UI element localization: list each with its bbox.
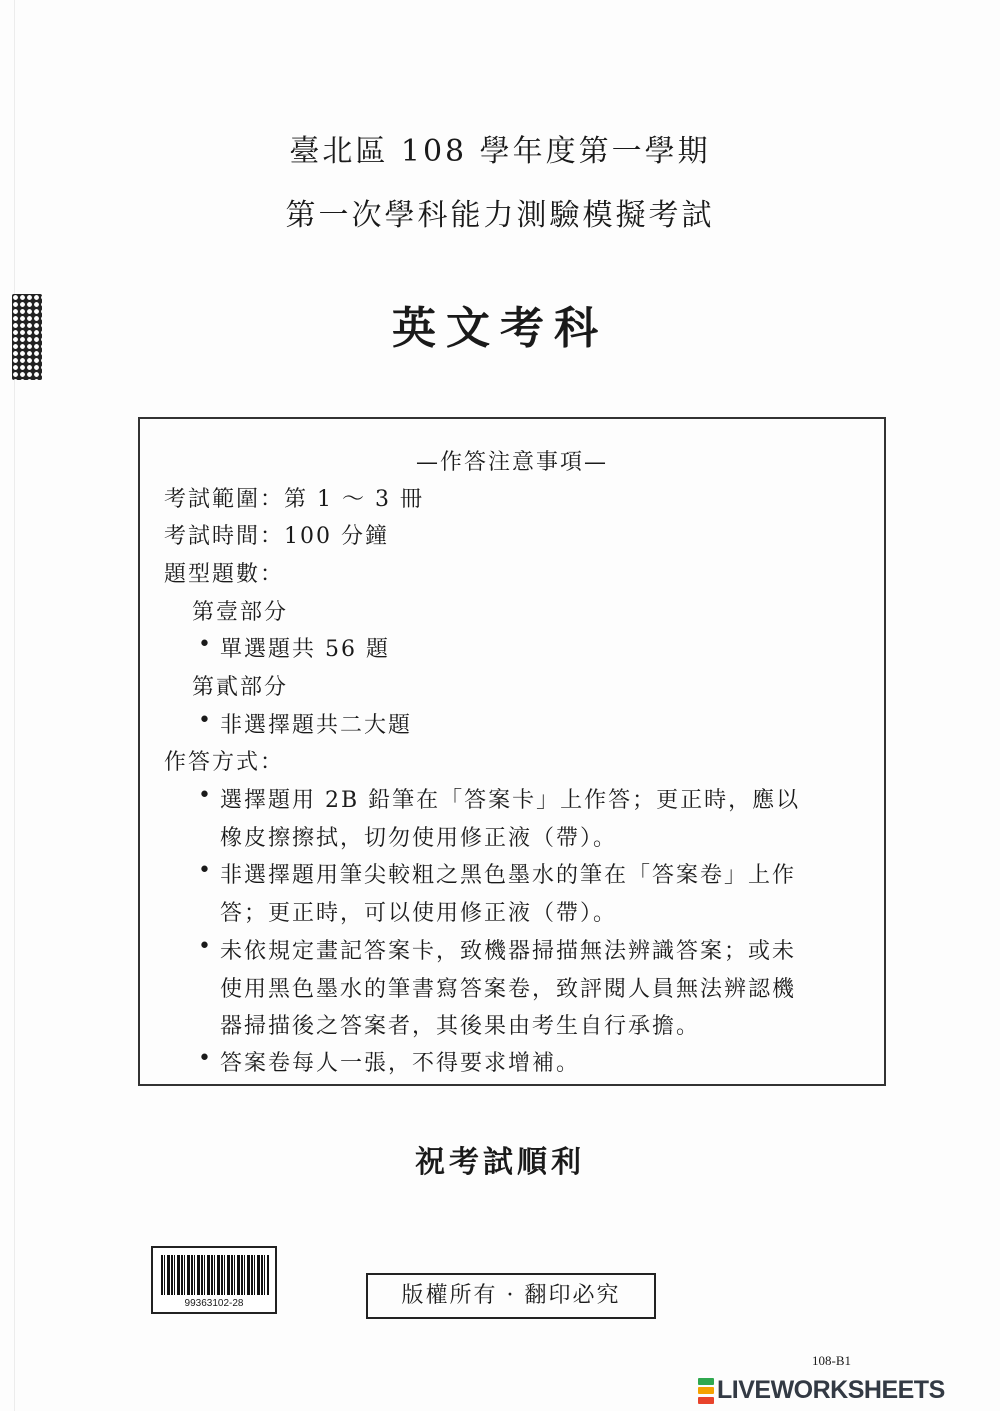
barcode — [151, 1246, 277, 1314]
notice-title: —作答注意事項— — [415, 450, 608, 475]
page-code: 108-B1 — [812, 1353, 851, 1368]
exam-title-line2: 第一次學科能力測驗模擬考試 — [285, 198, 715, 233]
rule-3-line-2: 使用黑色墨水的筆書寫答案卷，致評閱人員無法辨認機 — [220, 977, 797, 1002]
part-one-label: 第壹部分 — [192, 600, 289, 625]
liveworksheets-text: LIVEWORKSHEETS — [717, 1376, 945, 1404]
part-one-detail: • 單選題共 56 題 — [220, 632, 390, 663]
copyright-notice: 版權所有 · 翻印必究 — [366, 1273, 656, 1319]
rule-3-line-1: • 未依規定畫記答案卡，致機器掃描無法辨識答案；或未 — [220, 934, 796, 965]
part-two-label: 第貳部分 — [192, 675, 289, 700]
exam-time: 考試時間：100 分鐘 — [164, 524, 389, 549]
exam-scope: 考試範圍：第 1 ～ 3 冊 — [164, 487, 424, 512]
good-luck-message: 祝考試順利 — [415, 1145, 585, 1180]
question-types-label: 題型題數： — [164, 562, 285, 587]
liveworksheets-logo — [698, 1376, 945, 1405]
subject-title: 英文考科 — [392, 303, 608, 354]
rule-2-line-2: 答；更正時，可以使用修正液（帶）。 — [220, 901, 618, 926]
rule-4-line-1: • 答案卷每人一張，不得要求增補。 — [220, 1046, 580, 1077]
rule-3-line-3: 器掃描後之答案者，其後果由考生自行承擔。 — [220, 1014, 701, 1039]
liveworksheets-icon — [698, 1378, 714, 1404]
rule-1-line-1: • 選擇題用 2B 鉛筆在「答案卡」上作答；更正時，應以 — [220, 783, 800, 814]
answer-method-label: 作答方式： — [164, 750, 285, 775]
exam-title-line1: 臺北區 108 學年度第一學期 — [289, 134, 711, 169]
barcode-number: 99363102-28 — [184, 1298, 244, 1309]
rule-1-line-2: 橡皮擦擦拭，切勿使用修正液（帶）。 — [220, 826, 618, 851]
notice-box — [138, 417, 886, 1086]
part-two-detail: • 非選擇題共二大題 — [220, 708, 412, 739]
barcode-bars — [161, 1255, 269, 1295]
rule-2-line-1: • 非選擇題用筆尖較粗之黑色墨水的筆在「答案卷」上作 — [220, 858, 796, 889]
